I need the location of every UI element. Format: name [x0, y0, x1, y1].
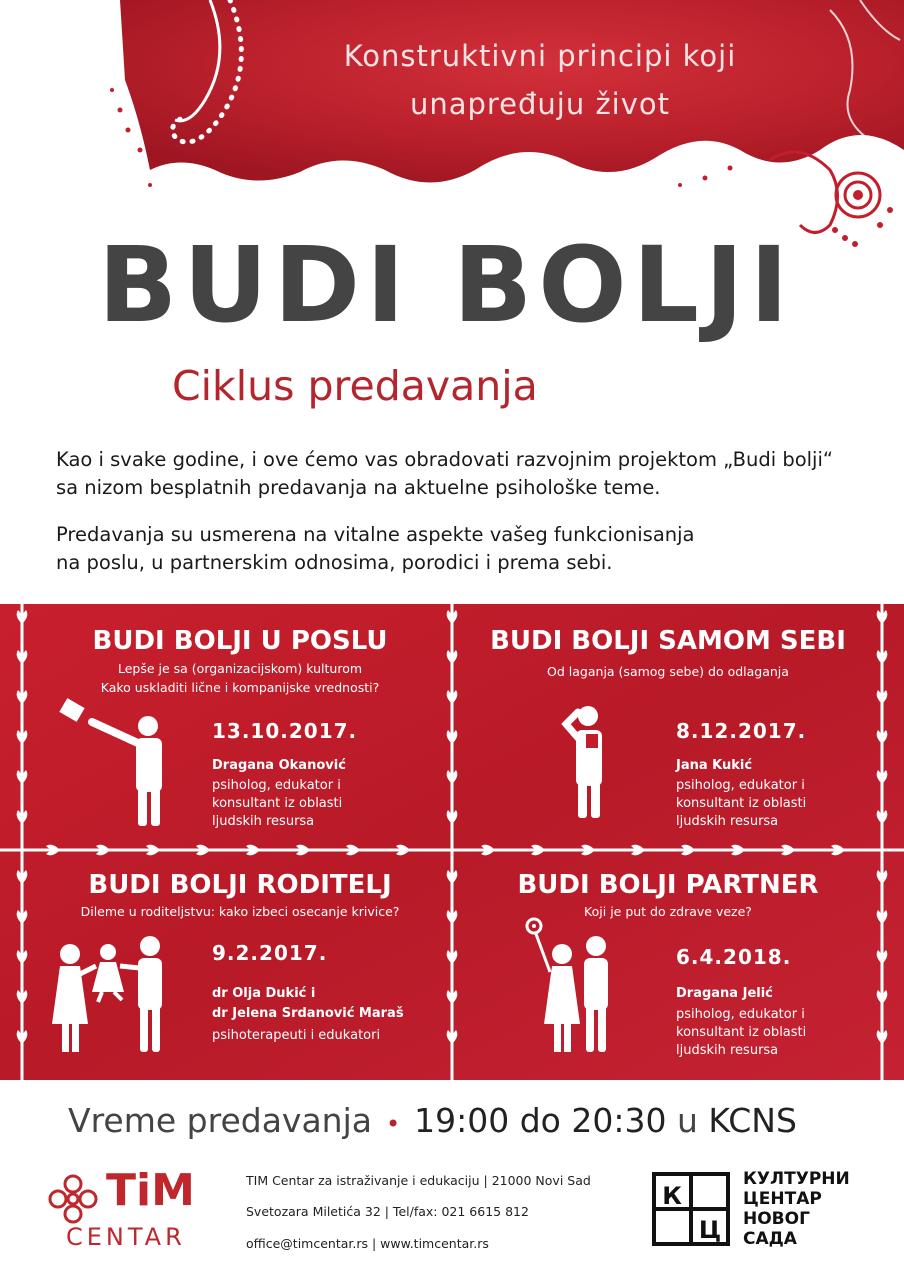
lecture-speaker: Dragana Okanović — [212, 758, 346, 773]
tim-logo-sub: CENTAR — [66, 1223, 186, 1251]
lecture-topic-line1: Lepše je sa (organizacijskom) kulturom — [117, 661, 363, 676]
lecture-speaker: Dragana Jelić — [676, 986, 773, 1001]
intro-p1-line2: sa nizom besplatnih predavanja na aktuelne psihološke teme. — [56, 476, 661, 499]
intro-p2-line1: Predavanja su usmerena na vitalne aspekte vašeg funkcionisanja — [56, 523, 695, 546]
lecture-topic-line1: Koji je put do zdrave veze? — [584, 904, 752, 919]
intro-p2-line2: na poslu, u partnerskim odnosima, porodici i prema sebi. — [56, 551, 613, 574]
lecture-date: 13.10.2017. — [212, 719, 358, 743]
separator-dot-icon: • — [385, 1110, 401, 1138]
lecture-title: BUDI BOLJI PARTNER — [517, 870, 819, 900]
footer-contact-line: office@timcentar.rs | www.timcentar.rs — [246, 1236, 489, 1251]
lecture-role-line1: psiholog, edukator i — [676, 1007, 805, 1022]
kcns-line2: ЦЕНТАР — [743, 1189, 822, 1209]
lecture-title: BUDI BOLJI RODITELJ — [88, 870, 392, 900]
header-subtitle — [290, 32, 790, 128]
lecture-role-line2: konsultant iz oblasti — [676, 796, 807, 811]
intro-paragraph-2 — [56, 521, 876, 577]
page-subheading: Ciklus predavanja — [172, 362, 538, 410]
kcns-line1: КУЛТУРНИ — [743, 1169, 850, 1189]
lecture-title: BUDI BOLJI U POSLU — [92, 626, 388, 656]
lecture-role-line2: konsultant iz oblasti — [212, 796, 343, 811]
lecture-role-line2: konsultant iz oblasti — [676, 1025, 807, 1040]
footer-address-line: Svetozara Miletića 32 | Tel/fax: 021 6615 812 — [246, 1204, 529, 1219]
lecture-role-line1: psihoterapeuti i edukatori — [212, 1028, 381, 1043]
lecture-role-line1: psiholog, edukator i — [212, 778, 341, 793]
footer-org-line: TIM Centar za istraživanje i edukaciju | 21000 Novi Sad — [246, 1173, 591, 1188]
kcns-line3: НОВОГ — [743, 1209, 810, 1229]
kcns-logo-text — [743, 1169, 850, 1249]
schedule-label: Vreme predavanja — [68, 1101, 372, 1140]
lecture-title: BUDI BOLJI SAMOM SEBI — [490, 626, 846, 656]
lecture-date: 6.4.2018. — [676, 945, 792, 969]
header-subtitle-line2: unapređuju život — [409, 87, 671, 121]
kcns-logo-icon — [652, 1172, 732, 1248]
lecture-role-line3: ljudskih resursa — [676, 1043, 779, 1058]
lecture-topic-line1: Dileme u roditeljstvu: kako izbeci osecanje krivice? — [80, 904, 400, 919]
intro-paragraph-1 — [56, 446, 876, 502]
lecture-role-line1: psiholog, edukator i — [676, 778, 805, 793]
lecture-speaker: Jana Kukić — [676, 758, 753, 773]
page-title: BUDI BOLJI — [98, 224, 795, 346]
lecture-role-line3: ljudskih resursa — [676, 814, 779, 829]
lecture-speaker-line2: dr Jelena Srdanović Maraš — [212, 1006, 404, 1021]
lecture-topic-line1: Od laganja (samog sebe) do odlaganja — [547, 664, 789, 679]
tim-logo-ornament-icon — [44, 1170, 102, 1228]
schedule-venue: KCNS — [708, 1101, 797, 1140]
kcns-logo-letter-c: Ц — [698, 1216, 722, 1244]
kcns-logo-letter-k: К — [662, 1182, 682, 1210]
header-subtitle-line1: Konstruktivni principi koji — [343, 39, 737, 73]
lecture-role-line3: ljudskih resursa — [212, 814, 315, 829]
tim-logo-word: TiM — [106, 1165, 195, 1216]
schedule-connector: u — [676, 1101, 698, 1140]
lecture-date: 9.2.2017. — [212, 941, 328, 965]
lecture-date: 8.12.2017. — [676, 719, 807, 743]
intro-p1-line1: Kao i svake godine, i ove ćemo vas obradovati razvojnim projektom „Budi bolji“ — [56, 448, 833, 471]
lecture-topic-line2: Kako uskladiti lične i kompanijske vrednosti? — [100, 680, 380, 695]
schedule-line — [68, 1098, 797, 1147]
kcns-line4: САДА — [743, 1229, 797, 1249]
lecture-speaker-line1: dr Olja Dukić i — [212, 986, 316, 1001]
schedule-time: 19:00 do 20:30 — [414, 1101, 667, 1140]
